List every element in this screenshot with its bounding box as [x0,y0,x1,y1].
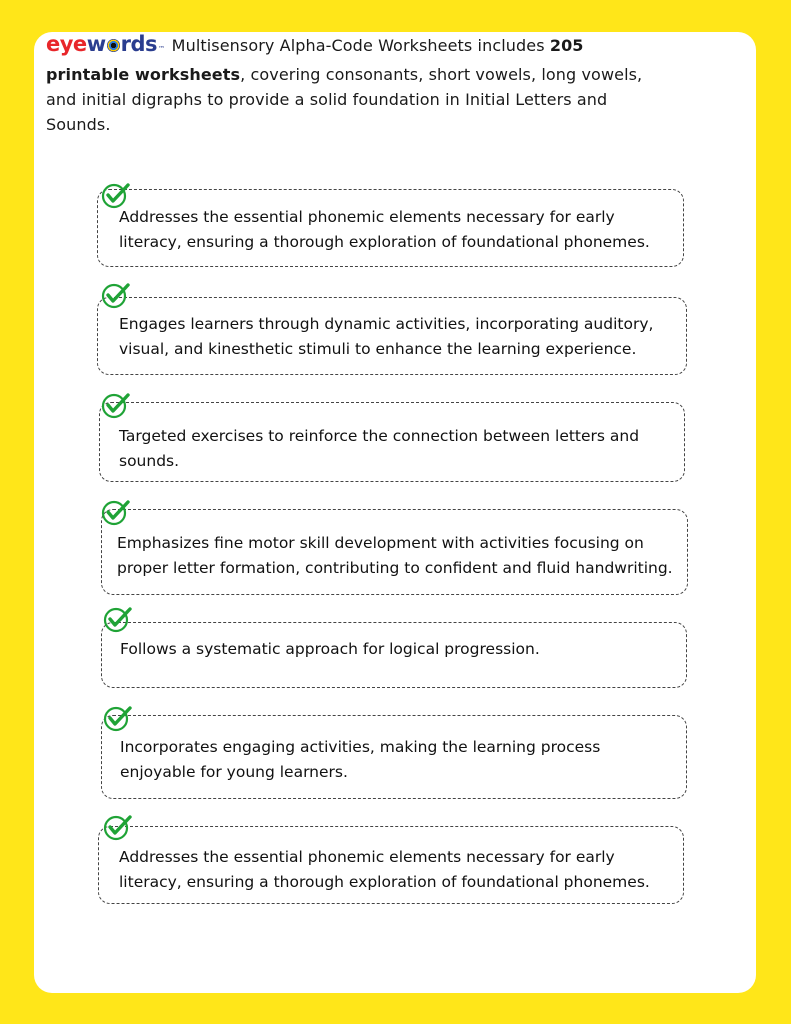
eyewords-logo: eye w rds ™ [46,32,165,56]
intro-text-end: , covering consonants, short vowels, long vowels, and initial digraphs to provide a solid foundation in Initial Letters and Sounds. [46,65,643,134]
intro-text-start: Multisensory Alpha-Code Worksheets includes [166,36,550,55]
check-circle-icon [103,812,133,842]
check-circle-icon [101,390,131,420]
feature-text: Engages learners through dynamic activities, incorporating auditory, visual, and kinesthetic stimuli to enhance the learning experience. [119,315,654,358]
check-circle-icon [103,703,133,733]
check-circle-icon [101,497,131,527]
check-circle-icon [101,280,131,310]
intro-bold-count: 205 printable worksheets [46,36,584,84]
eye-icon [107,39,120,52]
feature-text: Addresses the essential phonemic elements necessary for early literacy, ensuring a thorough exploration of foundational phonemes. [119,208,650,251]
feature-text: Follows a systematic approach for logical progression. [120,640,540,658]
feature-text: Emphasizes fine motor skill development with activities focusing on proper letter formation, contributing to confident and fluid handwriting. [117,534,673,577]
feature-text: Incorporates engaging activities, making the learning process enjoyable for young learners. [120,738,601,781]
check-circle-icon [103,604,133,634]
feature-text: Addresses the essential phonemic elements necessary for early literacy, ensuring a thorough exploration of foundational phonemes. [119,848,650,891]
check-circle-icon [101,180,131,210]
feature-text: Targeted exercises to reinforce the connection between letters and sounds. [119,427,640,470]
intro-paragraph [46,32,666,137]
